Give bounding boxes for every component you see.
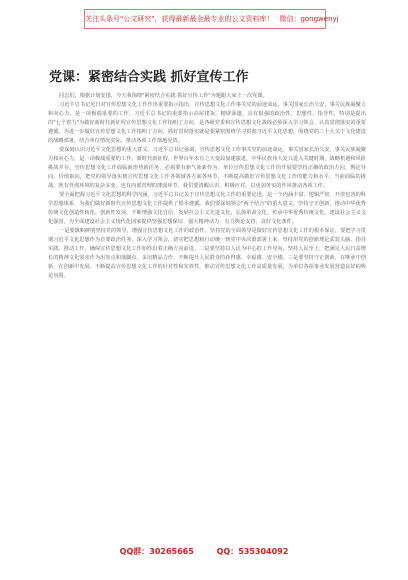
document-body	[48, 92, 366, 524]
body-paragraph-4: 一是要旗帜鲜明坚持党的领导，增强宣传思想文化工作的政治性。坚持党的全面领导是做好宣传思想文化工作的根本保证。要把学习贯彻习近平文化思想作为首要政治任务，深入学习领会，切实把思想和行动统一到党中央决策部署上来，坚持用党的创新理论武装头脑、指导实践、推动工作，确保宣传思想文化工作始终沿着正确方向前进。二是要坚持以人民为中心的工作导向，坚持人民至上，把满足人民日益增长的精神文化需求作为出发点和落脚点，多出精品力作，不断提升人民群众的获得感、幸福感、安全感。三是要坚持守正创新，在继承中创新、在创新中发展，不断提高宣传思想文化工作的针对性和实效性，推动宣传思想文化工作高质量发展，为单位各项事业发展营造良好的舆论氛围。	[48, 228, 366, 279]
footer-contact	[0, 546, 408, 560]
promo-banner-text: 关注头条号"公文研究"，获得最新最全最专业的公文资料库！	[85, 15, 274, 23]
promo-banner-wechat: 微信：gongwenyj	[279, 15, 339, 23]
footer-qq: QQ：535304092	[216, 547, 289, 556]
body-paragraph-2: 要深刻认识习近平文化思想的重大意义。习近平总书记强调，宣传思想文化工作事关党的前途命运，事关国家长治久安，事关民族凝聚力和向心力，是一项极端重要的工作。新时代新征程，世界百年未有之大变局加速演进，中华民族伟大复兴进入关键时期，战略机遇和风险挑战并存，宣传思想文化工作面临新形势新任务，必须要有新气象新作为。单位宣传思想文化工作的开展要坚持正确的政治方向、舆论导向、价值取向，把党的领导落实到宣传思想文化工作各领域各方面各环节，不断提高做好宣传思想文化工作的能力和水平。当前面临的挑战，既有外部环境的复杂多变，也有内部管理的薄弱环节，我们要清醒认识、积极应对，以更加务实的作风推动各项工作。	[48, 147, 366, 189]
body-paragraph-intro: 同志们，根据计划安排，今天我围绕"紧密结合实践 抓好宣传工作"为题跟大家上一次党课。	[59, 93, 268, 99]
body-paragraph-1: 习近平总书记近日对宣传思想文化工作作出重要指示指出，宣传思想文化工作事关党的前途命运，事关国家长治久安，事关民族凝聚力和向心力，是一项极端重要的工作。习近平总书记的重要指示高屋建瓴、精辟深邃，具有很强的政治性、思想性、指导性，特别是提出的"七个着力"为做好新时代新征程宣传思想文化工作指明了方向，是各级党委和宣传思想文化战线必须深入学习领会、认真贯彻落实的重要遵循。为进一步做好宣传思想文化工作指明了方向，抓好贯彻落实就是要紧密围绕学习贯彻习近平文化思想，围绕党的二十大关于文化建设的战略部署，结合单位情况实际，推动各项工作落地见效。	[48, 102, 366, 144]
body-paragraph-3: 要全面把握习近平文化思想的科学内涵。习近平总书记关于宣传思想文化工作的重要论述，是一个内涵丰富、逻辑严密、开放包容的科学思想体系，为我们做好新时代宣传思想文化工作提供了根本遵循。我们要深刻领会"两个结合"的重大意义，坚持守正创新，推动中华优秀传统文化创造性转化、创新性发展，不断增强文化自信，发展社会主义先进文化，弘扬革命文化，传承中华优秀传统文化，建设社会主义文化强国，为全面建设社会主义现代化国家提供坚强思想保证、强大精神动力、有力舆论支持、良好文化条件。	[48, 192, 366, 225]
footer-qq-group: QQ群：30265665	[119, 547, 194, 556]
promo-banner[interactable]	[84, 9, 339, 29]
document-title: 党课：紧密结合实践 抓好宣传工作	[49, 70, 249, 85]
